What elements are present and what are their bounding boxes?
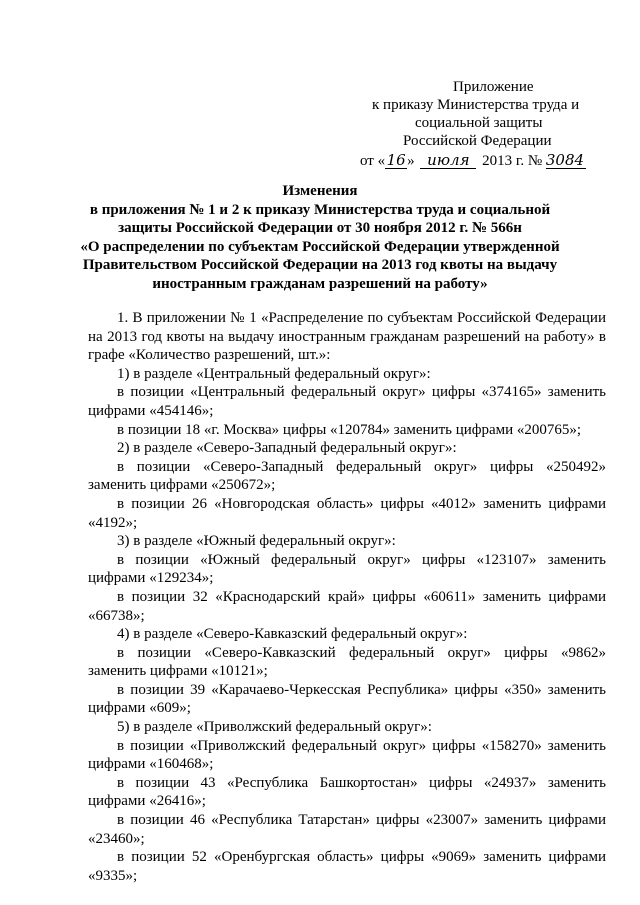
date-prefix: от «: [360, 153, 386, 169]
heading-line-6: иностранным гражданам разрешений на работу»: [152, 275, 488, 292]
paragraph-3: в позиции «Центральный федеральный округ» цифры «374165» заменить цифрами «454146»;: [88, 384, 606, 419]
date-month-handwritten: июля: [420, 152, 476, 169]
paragraph-6: в позиции «Северо-Западный федеральный округ» цифры «250492» заменить цифрами «250672»;: [88, 458, 606, 494]
document-body: [88, 309, 606, 885]
appendix-date-line: [360, 152, 630, 170]
paragraph-9: в позиции «Южный федеральный округ» цифры «123107» заменить цифрами «129234»;: [88, 551, 606, 587]
appendix-country-line: Российской Федерации: [403, 133, 552, 149]
paragraph-8: 3) в разделе «Южный федеральный округ»:: [117, 533, 396, 550]
heading-line-2: в приложения № 1 и 2 к приказу Министерства труда и социальной: [89, 201, 551, 218]
paragraph-4: в позиции 18 «г. Москва» цифры «120784» заменить цифрами «200765»;: [117, 421, 582, 438]
appendix-order-ref: к приказу Министерства труда и: [372, 97, 580, 113]
paragraph-7: в позиции 26 «Новгородская область» цифры «4012» заменить цифрами «4192»;: [88, 495, 606, 531]
paragraph-2: 1) в разделе «Центральный федеральный округ»:: [117, 365, 431, 382]
appendix-title: Приложение: [453, 79, 534, 95]
document-heading: [20, 182, 620, 294]
paragraph-11: 4) в разделе «Северо-Кавказский федеральный округ»:: [117, 626, 468, 643]
appendix-block: [360, 78, 630, 170]
paragraph-18: в позиции 52 «Оренбургская область» цифры «9069» заменить цифрами «9335»;: [88, 849, 606, 884]
paragraph-15: в позиции «Приволжский федеральный округ» цифры «158270» заменить цифрами «160468»;: [88, 737, 606, 773]
appendix-ministry-line: социальной защиты: [415, 115, 543, 131]
paragraph-13: в позиции 39 «Карачаево-Черкесская Республика» цифры «350» заменить цифрами «609»;: [88, 681, 606, 717]
date-day-handwritten: 16: [386, 151, 406, 169]
paragraph-17: в позиции 46 «Республика Татарстан» цифры «23007» заменить цифрами «23460»;: [88, 812, 606, 847]
heading-line-1: Изменения: [282, 183, 358, 199]
date-year: 2013 г. №: [482, 153, 543, 169]
heading-line-4: «О распределении по субъектам Российской Федерации утвержденной: [80, 238, 560, 255]
heading-line-5: Правительством Российской Федерации на 2013 год квоты на выдачу: [82, 257, 558, 274]
heading-line-3: защиты Российской Федерации от 30 ноября 2012 г. № 566н: [118, 220, 522, 237]
date-quote-close: »: [407, 153, 415, 169]
paragraph-1: 1. В приложении № 1 «Распределение по субъектам Российской Федерации на 2013 год квоты на выдачу иностранным гражданам разрешений на работу» в графе «Количество разрешений, шт.»:: [88, 310, 606, 364]
paragraph-14: 5) в разделе «Приволжский федеральный округ»:: [117, 719, 432, 736]
order-number-handwritten: 3084: [545, 151, 585, 169]
paragraph-10: в позиции 32 «Краснодарский край» цифры «60611» заменить цифрами «66738»;: [88, 588, 606, 624]
paragraph-16: в позиции 43 «Республика Башкортостан» цифры «24937» заменить цифрами «26416»;: [88, 774, 606, 810]
paragraph-12: в позиции «Северо-Кавказский федеральный округ» цифры «9862» заменить цифрами «10121»;: [88, 644, 606, 680]
paragraph-5: 2) в разделе «Северо-Западный федеральный округ»:: [117, 440, 457, 457]
